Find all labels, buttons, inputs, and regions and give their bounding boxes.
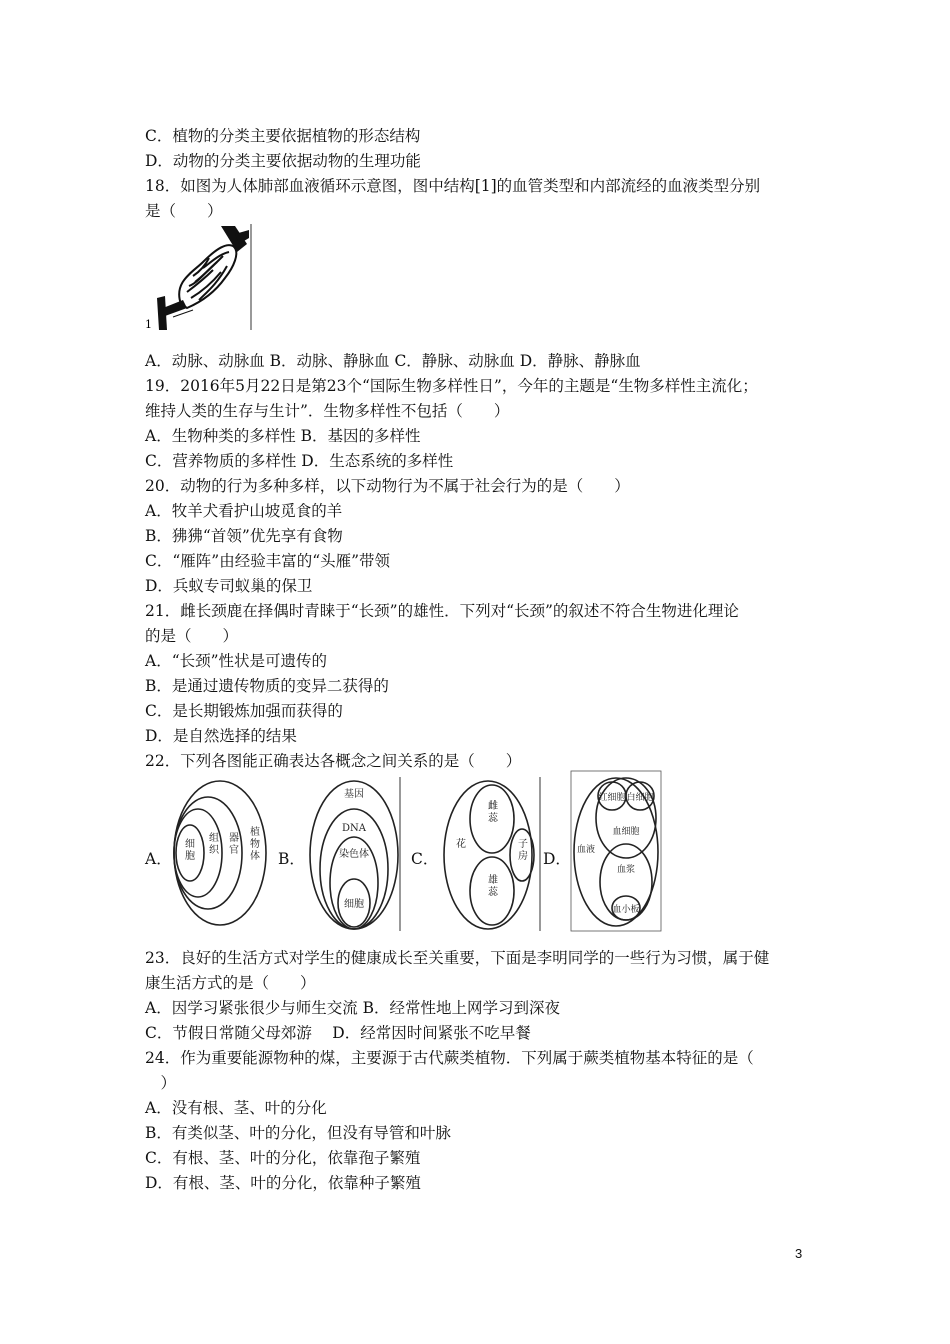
diagram-22b: [308, 775, 403, 935]
label-chromosome: 染色体: [339, 849, 369, 860]
question-18-cont: 是（ ）: [145, 202, 223, 220]
page-number: 3: [795, 1246, 803, 1261]
label-pistil: 雌蕊: [488, 801, 498, 824]
question-23: 23．良好的生活方式对学生的健康成长至关重要，下面是李明同学的一些行为习惯，属于健: [145, 949, 770, 967]
label-stamen: 雄蕊: [488, 875, 498, 898]
question-23-cont: 康生活方式的是（ ）: [145, 974, 316, 992]
question-22: 22．下列各图能正确表达各概念之间关系的是（ ）: [145, 752, 522, 770]
question-21: 21．雌长颈鹿在择偶时青睐于“长颈”的雄性．下列对“长颈”的叙述不符合生物进化理论: [145, 602, 739, 620]
question-24-cont: ）: [145, 1074, 177, 1092]
question-18: 18．如图为人体肺部血液循环示意图，图中结构[1]的血管类型和内部流经的血液类型分别: [145, 177, 761, 195]
label-gene: 基因: [344, 789, 364, 800]
question-23-options-cd: C．节假日常随父母郊游 D．经常因时间紧张不吃早餐: [145, 1024, 531, 1042]
question-19-options-ab: A．生物种类的多样性 B．基因的多样性: [145, 427, 421, 445]
option-20c: C．“雁阵”由经验丰富的“头雁”带领: [145, 552, 391, 570]
option-21c: C．是长期锻炼加强而获得的: [145, 702, 343, 720]
label-blood: 血液: [576, 845, 596, 855]
label-cell-b: 细胞: [344, 899, 364, 910]
question-19-options-cd: C．营养物质的多样性 D．生态系统的多样性: [145, 452, 454, 470]
option-22b-label: B．: [278, 850, 305, 868]
option-20b: B．狒狒“首领”优先享有食物: [145, 527, 343, 545]
option-17c: C．植物的分类主要依据植物的形态结构: [145, 127, 421, 145]
diagram-22d: [570, 770, 665, 935]
label-plasma: 血浆: [616, 865, 636, 875]
label-tissue: 组织: [209, 833, 219, 856]
label-cell: 细胞: [185, 839, 195, 862]
label-plant: 植物体: [250, 827, 260, 862]
label-ovary: 子房: [518, 839, 528, 862]
question-18-options: A．动脉、动脉血 B．动脉、静脉血 C．静脉、动脉血 D．静脉、静脉血: [145, 352, 641, 370]
option-20a: A．牧羊犬看护山坡觅食的羊: [145, 502, 343, 520]
label-flower: 花: [456, 839, 466, 850]
question-21-cont: 的是（ ）: [145, 627, 239, 645]
question-19-cont: 维持人类的生存与生计”．生物多样性不包括（ ）: [145, 402, 510, 420]
question-19: 19．2016年5月22日是第23个“国际生物多样性日”，今年的主题是“生物多样性主流化；: [145, 377, 758, 395]
option-21a: A．“长颈”性状是可遗传的: [145, 652, 328, 670]
option-22d-label: D．: [543, 850, 571, 868]
label-white-cell: 白细胞: [626, 793, 654, 803]
option-22c-label: C．: [411, 850, 439, 868]
diagram-22a: [170, 775, 270, 935]
option-24d: D．有根、茎、叶的分化，依靠种子繁殖: [145, 1174, 421, 1192]
option-17d: D．动物的分类主要依据动物的生理功能: [145, 152, 421, 170]
question-23-options-ab: A．因学习紧张很少与师生交流 B．经常性地上网学习到深夜: [145, 999, 561, 1017]
label-organ: 器官: [229, 833, 239, 856]
label-blood-cell: 血细胞: [612, 827, 640, 837]
question-24: 24．作为重要能源物种的煤，主要源于古代蕨类植物．下列属于蕨类植物基本特征的是（: [145, 1049, 754, 1067]
lung-circulation-figure: [143, 222, 258, 332]
label-red-cell: 红细胞: [598, 793, 626, 803]
option-24a: A．没有根、茎、叶的分化: [145, 1099, 327, 1117]
diagram-22c: [440, 775, 545, 935]
option-24b: B．有类似茎、叶的分化，但没有导管和叶脉: [145, 1124, 451, 1142]
option-21b: B．是通过遗传物质的变异二获得的: [145, 677, 389, 695]
option-20d: D．兵蚁专司蚁巢的保卫: [145, 577, 313, 595]
question-20: 20．动物的行为多种多样，以下动物行为不属于社会行为的是（ ）: [145, 477, 630, 495]
figure-marker-1: 1: [145, 318, 152, 331]
label-dna: DNA: [342, 823, 366, 834]
option-21d: D．是自然选择的结果: [145, 727, 297, 745]
option-24c: C．有根、茎、叶的分化，依靠孢子繁殖: [145, 1149, 421, 1167]
option-22a-label: A．: [145, 850, 172, 868]
label-platelet: 血小板: [612, 905, 640, 915]
